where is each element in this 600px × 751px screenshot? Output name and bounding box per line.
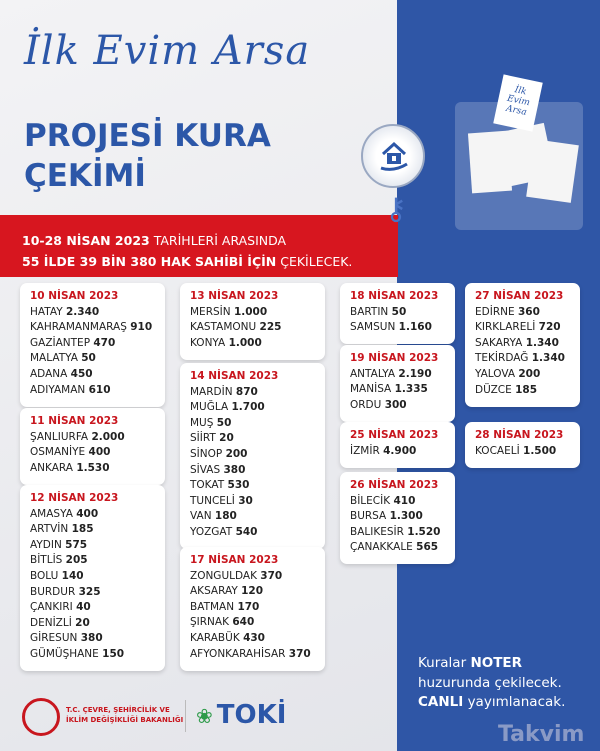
province-name: ADANA [30,367,68,380]
date-card [20,283,165,407]
province-row [190,631,325,647]
province-name: AYDIN [30,538,62,551]
province-row [190,647,325,663]
province-name: KARABÜK [190,631,240,644]
province-name: İZMİR [350,444,380,457]
date-card [340,283,455,344]
quota: 50 [81,352,96,365]
province-name: AKSARAY [190,585,238,598]
date-card [180,363,325,549]
card-date: 14 NİSAN 2023 [190,370,279,382]
province-name: DÜZCE [475,383,512,396]
province-row [350,540,455,556]
quota: 400 [76,507,99,520]
province-row [475,320,580,336]
quota: 1.700 [231,401,265,414]
province-row [190,600,325,616]
province-name: BOLU [30,569,59,582]
card-date: 17 NİSAN 2023 [190,554,279,566]
quota: 640 [232,616,255,629]
province-row [475,336,580,352]
province-row [190,416,325,432]
province-row [190,320,325,336]
province-row [190,385,325,401]
keys-icon: ⚷ [385,192,407,227]
province-row [350,382,455,398]
province-row [350,494,455,510]
quota: 4.900 [383,444,417,457]
province-name: ADIYAMAN [30,383,86,396]
quota: 565 [416,541,439,554]
province-name: KOCAELİ [475,444,520,457]
title-line2: PROJESİ KURA [24,118,271,154]
province-row [190,463,325,479]
quota: 380 [80,632,103,645]
province-name: MUŞ [190,416,214,429]
province-name: DENİZLİ [30,616,72,629]
quota: 180 [214,510,237,523]
province-name: ARTVİN [30,523,69,536]
province-name: SİİRT [190,432,216,445]
province-row [30,336,165,352]
province-name: HATAY [30,305,63,318]
province-row [350,398,455,414]
province-name: GİRESUN [30,632,78,645]
province-row [190,305,325,321]
province-row [350,320,455,336]
province-row [190,447,325,463]
quota: 430 [243,631,265,644]
province-row [190,431,325,447]
date-card [340,422,455,468]
quota: 205 [65,554,88,567]
province-row [30,553,165,569]
province-row [190,615,325,631]
province-row [190,400,325,416]
province-name: SAKARYA [475,336,523,349]
quota: 370 [288,647,311,660]
quota: 370 [260,569,283,582]
province-row [30,507,165,523]
info-banner [0,215,398,277]
footer-text: Kuralar [418,655,471,671]
province-row [30,631,165,647]
quota: 120 [241,585,264,598]
toki-logo [196,700,290,730]
quota: 30 [238,494,253,507]
province-row [475,383,580,399]
province-name: BATMAN [190,600,235,613]
quota: 1.000 [233,305,268,318]
province-name: ŞANLIURFA [30,430,89,443]
quota: 325 [78,585,101,598]
province-name: ANTALYA [350,367,396,380]
province-name: ZONGULDAK [190,569,257,582]
quota: 575 [65,538,88,551]
province-name: ÇANAKKALE [350,541,413,554]
quota: 380 [223,463,246,476]
ballot-note: İlk Evim Arsa [493,74,543,131]
ministry-logo [22,698,60,736]
quota: 140 [61,569,84,582]
quota: 185 [515,383,538,396]
date-card [20,408,165,485]
quota: 610 [88,383,111,396]
province-name: BİTLİS [30,554,63,567]
quota: 360 [517,305,540,318]
title-line3: ÇEKİMİ [24,158,146,194]
title-main [24,116,271,196]
quota: 1.520 [407,525,441,538]
quota: 1.335 [394,383,428,396]
province-row [475,305,580,321]
quota: 720 [538,321,561,334]
footer-bold: NOTER [470,655,523,671]
province-name: AFYONKARAHİSAR [190,647,286,660]
ministry-line: İKLİM DEĞİŞİKLİĞİ BAKANLIĞI [66,716,184,724]
province-name: SAMSUN [350,321,396,334]
province-name: SİNOP [190,447,223,460]
card-date: 13 NİSAN 2023 [190,290,279,302]
banner-text: TARİHLERİ ARASINDA [149,233,287,248]
quota: 2.000 [91,430,125,443]
province-row [190,494,325,510]
province-name: YOZGAT [190,525,233,538]
card-date: 12 NİSAN 2023 [30,492,119,504]
ministry-name [66,705,183,725]
date-card [180,283,325,360]
date-card [20,485,165,671]
tree-icon: ❀ [196,704,213,728]
card-date: 11 NİSAN 2023 [30,415,119,427]
title-script: İlk Evim Arsa [24,28,311,74]
date-card [340,472,455,564]
footer-bold: CANLI [418,694,464,710]
quota: 200 [518,367,541,380]
province-row [30,320,165,336]
province-name: TEKİRDAĞ [475,352,529,365]
province-row [30,600,165,616]
quota: 1.160 [398,321,432,334]
divider [185,700,186,732]
province-name: OSMANİYE [30,446,86,459]
province-name: TOKAT [190,479,225,492]
card-date: 18 NİSAN 2023 [350,290,439,302]
province-name: GÜMÜŞHANE [30,647,99,660]
province-name: MALATYA [30,352,78,365]
ministry-line: T.C. ÇEVRE, ŞEHİRCİLİK VE [66,706,170,714]
quota: 540 [235,525,258,538]
quota: 170 [237,600,260,613]
province-name: KASTAMONU [190,321,257,334]
province-name: BALIKESİR [350,525,404,538]
quota: 870 [235,385,258,398]
province-row [190,478,325,494]
quota: 470 [93,336,116,349]
banner-text: ÇEKİLECEK. [276,254,353,269]
province-row [30,569,165,585]
province-row [190,509,325,525]
quota: 1.340 [531,352,565,365]
province-row [350,509,455,525]
card-date: 10 NİSAN 2023 [30,290,119,302]
province-name: ANKARA [30,461,73,474]
province-row [190,525,325,541]
province-name: AMASYA [30,507,73,520]
province-name: GAZİANTEP [30,336,91,349]
province-name: SİVAS [190,463,221,476]
province-name: KONYA [190,336,226,349]
province-row [30,445,165,461]
province-name: MARDİN [190,385,233,398]
quota: 20 [75,616,90,629]
date-range: 10-28 NİSAN 2023 [22,233,150,248]
province-row [30,647,165,663]
quota: 40 [76,601,91,614]
province-name: BARTIN [350,305,389,318]
province-name: ŞIRNAK [190,616,229,629]
footer-text: huzurunda çekilecek. [418,674,562,691]
card-date: 26 NİSAN 2023 [350,479,439,491]
province-name: BURDUR [30,585,76,598]
quota: 20 [219,432,234,445]
date-card [340,345,455,422]
quota: 50 [216,416,232,429]
date-card [180,547,325,671]
quota: 1.340 [525,336,559,349]
footer-text: yayımlanacak. [463,694,566,710]
quota: 1.300 [389,510,423,523]
footer-note [418,654,565,713]
province-name: TUNCELİ [190,494,235,507]
province-name: MUĞLA [190,401,229,414]
quota: 150 [102,647,125,660]
province-row [475,351,580,367]
toki-text: TOKİ [216,700,287,730]
province-name: ÇANKIRI [30,601,73,614]
card-date: 28 NİSAN 2023 [475,429,564,441]
province-row [30,538,165,554]
province-name: MANİSA [350,383,392,396]
province-name: YALOVA [475,367,516,380]
summary: 55 İLDE 39 BİN 380 HAK SAHİBİ İÇİN [22,254,277,269]
province-row [350,525,455,541]
quota: 450 [70,367,93,380]
province-row [190,336,325,352]
quota: 1.500 [523,444,557,457]
province-row [30,585,165,601]
quota: 2.190 [398,367,432,380]
quota: 50 [391,305,407,318]
card-date: 27 NİSAN 2023 [475,290,564,302]
quota: 200 [225,447,248,460]
quota: 300 [384,398,407,411]
date-card [465,422,580,468]
province-name: ORDU [350,398,382,411]
house-hand-icon [361,124,425,188]
province-name: EDİRNE [475,305,515,318]
province-row [30,616,165,632]
quota: 185 [71,523,94,536]
province-row [30,305,165,321]
quota: 530 [227,479,250,492]
province-row [350,367,455,383]
province-row [190,569,325,585]
quota: 400 [88,446,111,459]
province-name: BİLECİK [350,494,391,507]
province-name: MERSİN [190,305,231,318]
quota: 2.340 [66,305,100,318]
quota: 410 [393,494,416,507]
province-row [350,444,455,460]
province-row [30,383,165,399]
province-row [30,522,165,538]
province-row [190,584,325,600]
quota: 910 [130,321,153,334]
quota: 1.000 [228,336,262,349]
province-name: KAHRAMANMARAŞ [30,321,127,334]
province-row [30,351,165,367]
province-row [350,305,455,321]
province-row [30,430,165,446]
province-row [30,461,165,477]
card-date: 19 NİSAN 2023 [350,352,439,364]
quota: 1.530 [76,461,110,474]
province-row [475,444,580,460]
province-row [475,367,580,383]
date-card [465,283,580,407]
province-name: VAN [190,510,212,523]
province-name: KIRKLARELİ [475,321,536,334]
card-date: 25 NİSAN 2023 [350,429,439,441]
province-name: BURSA [350,510,387,523]
province-row [30,367,165,383]
watermark: Takvim [498,722,585,747]
quota: 225 [259,321,282,334]
